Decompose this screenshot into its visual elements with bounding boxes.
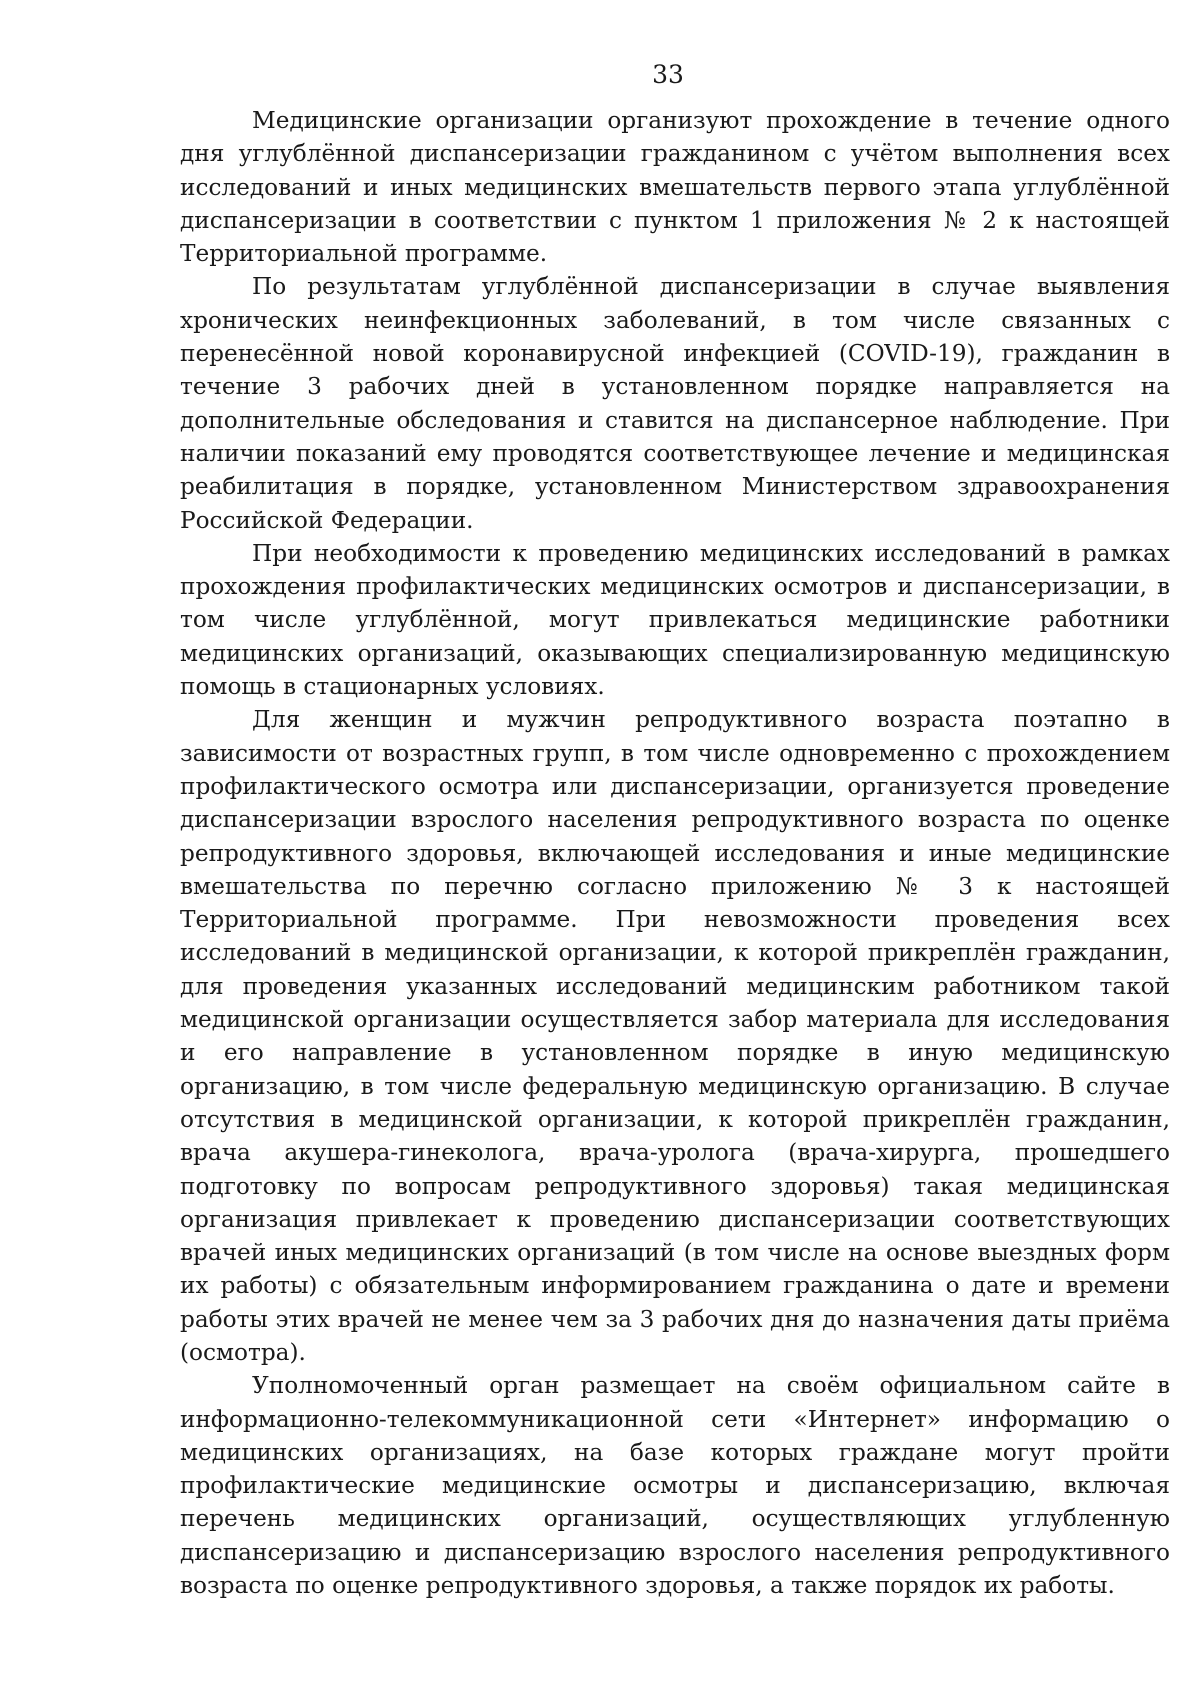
paragraph-5: Уполномоченный орган размещает на своём официальном сайте в информационно-телекоммуникационной сети «Интернет» информацию о медицинских организациях, на базе которых граждане могут пройти профилактические медицинские осмотры и диспансеризацию, включая перечень медицинских организаций, осуществляющих углубленную диспансеризацию и диспансеризацию взрослого населения репродуктивного возраста по оценке репродуктивного здоровья, а также порядок их работы. (180, 1372, 1170, 1600)
page-number: 33 (652, 60, 684, 89)
paragraph-3: При необходимости к проведению медицинских исследований в рамках прохождения профилактических медицинских осмотров и диспансеризации, в том числе углублённой, могут привлекаться медицинские работники медицинских организаций, оказывающих специализированную медицинскую помощь в стационарных условиях. (180, 539, 1170, 701)
paragraph-2: По результатам углублённой диспансеризации в случае выявления хронических неинфекционных заболеваний, в том числе связанных с перенесённой новой коронавирусной инфекцией (COVID-19), гражданин в течение 3 рабочих дней в установленном порядке направляется на дополнительные обследования и ставится на диспансерное наблюдение. При наличии показаний ему проводятся соответствующее лечение и медицинская реабилитация в порядке, установленном Министерством здравоохранения Российской Федерации. (180, 273, 1170, 534)
paragraph-4: Для женщин и мужчин репродуктивного возраста поэтапно в зависимости от возрастных групп, в том числе одновременно с прохождением профилактического осмотра или диспансеризации, организуется проведение диспансеризации взрослого населения репродуктивного возраста по оценке репродуктивного здоровья, включающей исследования и иные медицинские вмешательства по перечню согласно приложению № 3 к настоящей Территориальной программе. При невозможности проведения всех исследований в медицинской организации, к которой прикреплён гражданин, для проведения указанных исследований медицинским работником такой медицинской организации осуществляется забор материала для исследования и его направление в установленном порядке в иную медицинскую организацию, в том числе федеральную медицинскую организацию. В случае отсутствия в медицинской организации, к которой прикреплён гражданин, врача акушера-гинеколога, врача-уролога (врача-хирурга, прошедшего подготовку по вопросам репродуктивного здоровья) такая медицинская организация привлекает к проведению диспансеризации соответствующих врачей иных медицинских организаций (в том числе на основе выездных форм их работы) с обязательным информированием гражданина о дате и времени работы этих врачей не менее чем за 3 рабочих дня до назначения даты приёма (осмотра). (180, 706, 1170, 1366)
document-body (180, 104, 1170, 1602)
paragraph-1: Медицинские организации организуют прохождение в течение одного дня углублённой диспансеризации гражданином с учётом выполнения всех исследований и иных медицинских вмешательств первого этапа углублённой диспансеризации в соответствии с пунктом 1 приложения № 2 к настоящей Территориальной программе. (180, 107, 1170, 268)
